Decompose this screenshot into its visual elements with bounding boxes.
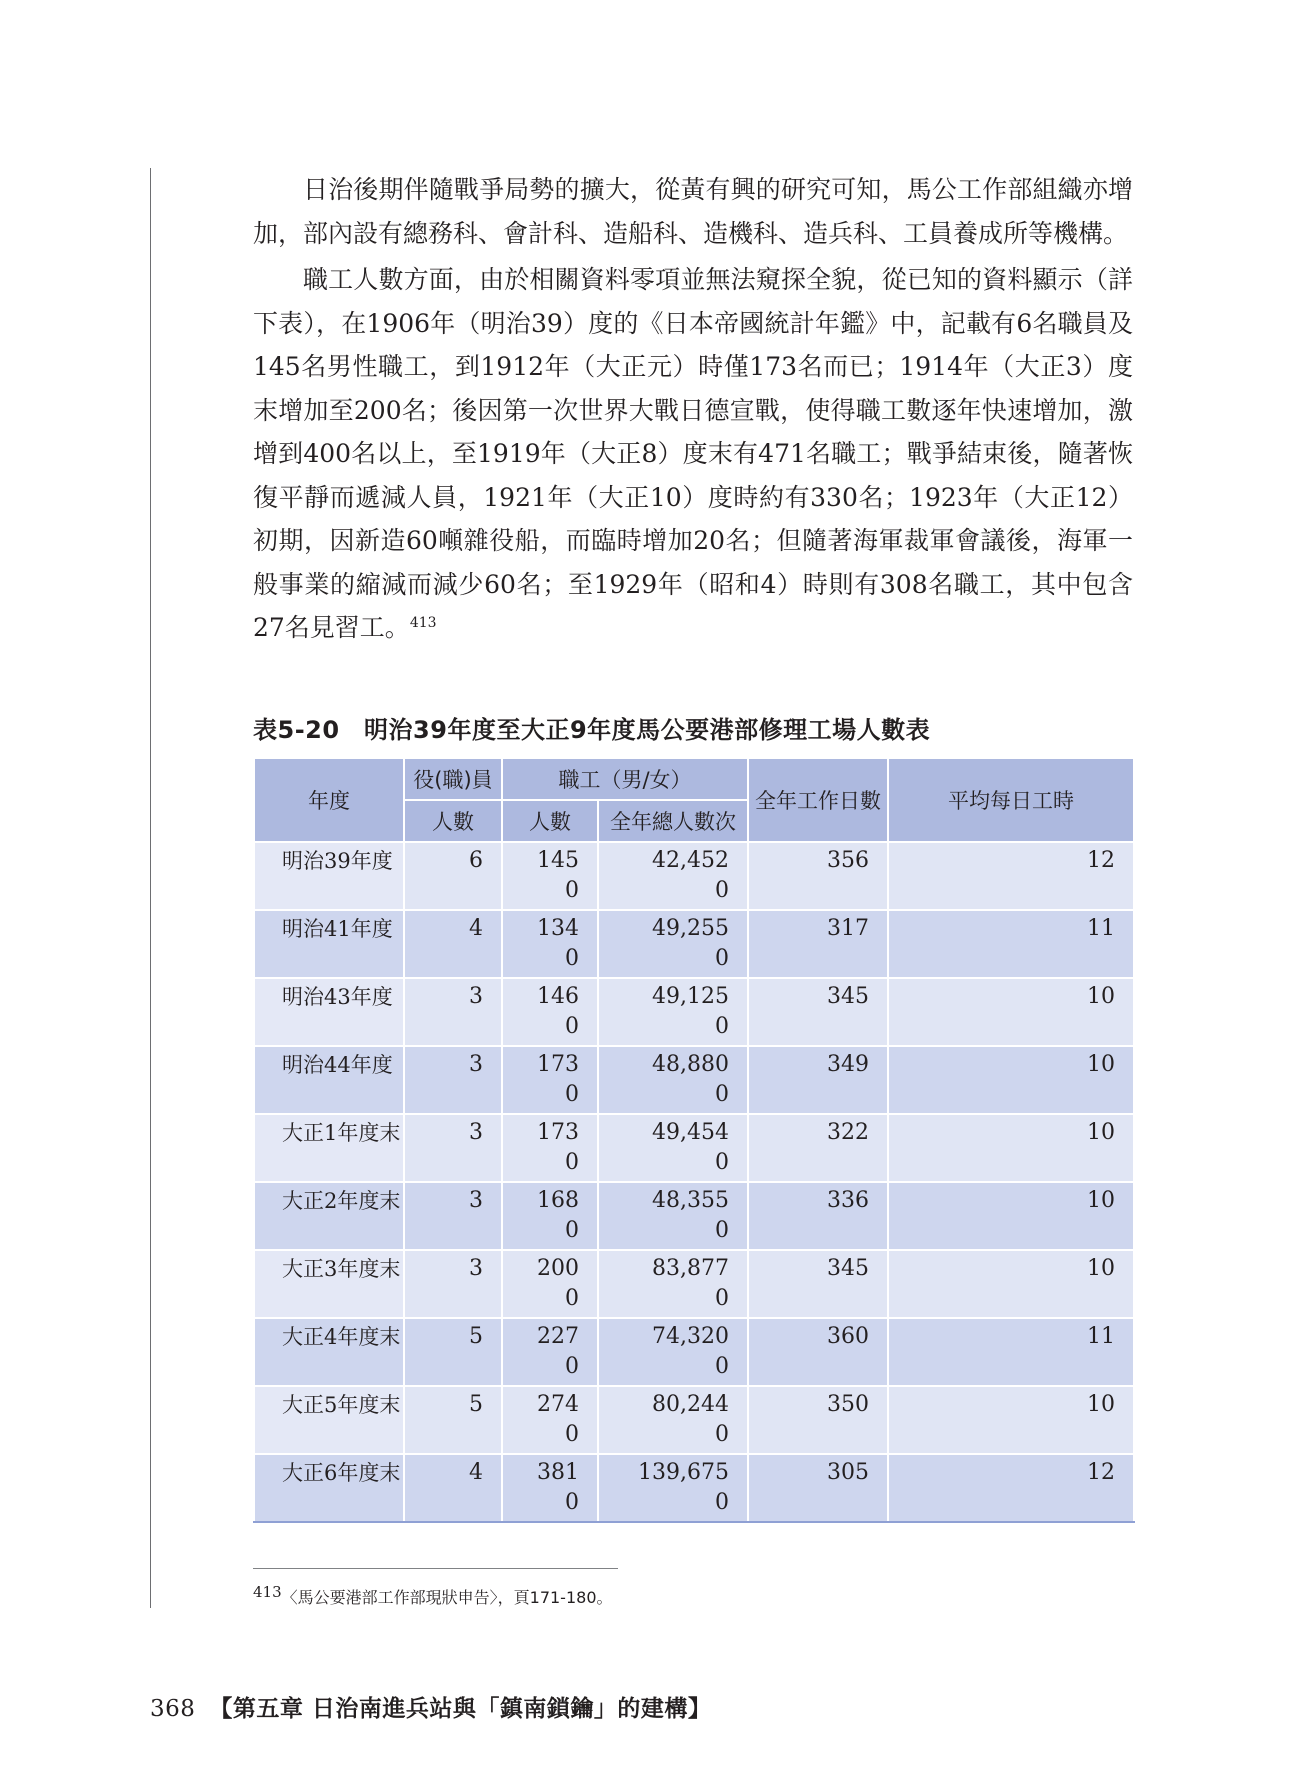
cell-year: 明治41年度 bbox=[254, 910, 404, 978]
table-caption: 表5-20 明治39年度至大正9年度馬公要港部修理工場人數表 bbox=[253, 716, 931, 744]
footnote-text: 〈馬公要港部工作部現狀申告〉，頁171-180。 bbox=[281, 1588, 613, 1607]
footnote-number: 413 bbox=[253, 1583, 282, 1601]
cell-staff: 6 bbox=[404, 842, 502, 910]
header-annual-days: 全年工作日數 bbox=[748, 758, 888, 842]
chapter-title: 【第五章 日治南進兵站與「鎮南鎖鑰」的建構】 bbox=[209, 1695, 712, 1722]
header-staff-count: 人數 bbox=[404, 800, 502, 842]
cell-hours: 10 bbox=[888, 1182, 1134, 1250]
cell-total: 48,880 0 bbox=[598, 1046, 748, 1114]
table-row bbox=[254, 842, 1134, 910]
cell-year: 明治39年度 bbox=[254, 842, 404, 910]
cell-hours: 12 bbox=[888, 842, 1134, 910]
table-row bbox=[254, 978, 1134, 1046]
cell-workers: 227 0 bbox=[502, 1318, 598, 1386]
cell-hours: 11 bbox=[888, 1318, 1134, 1386]
cell-staff: 3 bbox=[404, 978, 502, 1046]
table-row bbox=[254, 1046, 1134, 1114]
body-text bbox=[253, 168, 1133, 650]
cell-total: 42,452 0 bbox=[598, 842, 748, 910]
cell-staff: 3 bbox=[404, 1114, 502, 1182]
cell-year: 大正4年度末 bbox=[254, 1318, 404, 1386]
paragraph-2: 職工人數方面，由於相關資料零項並無法窺探全貌，從已知的資料顯示（詳下表），在1906年（明治39）度的《日本帝國統計年鑑》中，記載有6名職員及145名男性職工，到1912年（大正元）時僅173名而已；1914年（大正3）度末增加至200名；後因第一次世界大戰日德宣戰，使得職工數逐年快速增加，激增到400名以上，至1919年（大正8）度末有471名職工；戰爭結束後，隨著恢復平靜而遞減人員，1921年（大正10）度時約有330名；1923年（大正12）初期，因新造60噸雜役船，而臨時增加20名；但隨著海軍裁軍會議後，海軍一般事業的縮減而減少60名；至1929年（昭和4）時則有308名職工，其中包含27名見習工。$^{413}$ bbox=[253, 265, 1133, 642]
cell-days: 360 bbox=[748, 1318, 888, 1386]
cell-year: 大正3年度末 bbox=[254, 1250, 404, 1318]
cell-total: 48,355 0 bbox=[598, 1182, 748, 1250]
table-row bbox=[254, 1182, 1134, 1250]
cell-workers: 168 0 bbox=[502, 1182, 598, 1250]
cell-hours: 12 bbox=[888, 1454, 1134, 1522]
cell-year: 大正6年度末 bbox=[254, 1454, 404, 1522]
cell-days: 356 bbox=[748, 842, 888, 910]
cell-total: 49,454 0 bbox=[598, 1114, 748, 1182]
cell-days: 322 bbox=[748, 1114, 888, 1182]
cell-staff: 5 bbox=[404, 1318, 502, 1386]
table-row bbox=[254, 1114, 1134, 1182]
cell-hours: 10 bbox=[888, 978, 1134, 1046]
cell-days: 317 bbox=[748, 910, 888, 978]
cell-total: 49,255 0 bbox=[598, 910, 748, 978]
cell-workers: 134 0 bbox=[502, 910, 598, 978]
cell-hours: 10 bbox=[888, 1250, 1134, 1318]
table-row bbox=[254, 1318, 1134, 1386]
cell-year: 大正5年度末 bbox=[254, 1386, 404, 1454]
left-margin-rule bbox=[150, 168, 151, 1608]
footnote-reference[interactable]: 413 bbox=[409, 615, 437, 631]
table-row bbox=[254, 910, 1134, 978]
cell-days: 350 bbox=[748, 1386, 888, 1454]
footnote-divider bbox=[253, 1568, 618, 1569]
header-year: 年度 bbox=[254, 758, 404, 842]
cell-total: 74,320 0 bbox=[598, 1318, 748, 1386]
table-body bbox=[254, 842, 1134, 1522]
cell-days: 345 bbox=[748, 1250, 888, 1318]
cell-year: 明治44年度 bbox=[254, 1046, 404, 1114]
cell-total: 49,125 0 bbox=[598, 978, 748, 1046]
cell-total: 83,877 0 bbox=[598, 1250, 748, 1318]
cell-hours: 11 bbox=[888, 910, 1134, 978]
page-footer bbox=[150, 1690, 711, 1723]
header-worker-total: 全年總人數次 bbox=[598, 800, 748, 842]
cell-staff: 3 bbox=[404, 1182, 502, 1250]
cell-year: 大正2年度末 bbox=[254, 1182, 404, 1250]
staff-count-table bbox=[253, 757, 1135, 1523]
cell-year: 大正1年度末 bbox=[254, 1114, 404, 1182]
cell-hours: 10 bbox=[888, 1046, 1134, 1114]
cell-days: 336 bbox=[748, 1182, 888, 1250]
cell-staff: 5 bbox=[404, 1386, 502, 1454]
cell-staff: 4 bbox=[404, 910, 502, 978]
header-workers: 職工（男/女） bbox=[502, 758, 748, 800]
cell-days: 349 bbox=[748, 1046, 888, 1114]
cell-staff: 4 bbox=[404, 1454, 502, 1522]
cell-workers: 274 0 bbox=[502, 1386, 598, 1454]
cell-total: 80,244 0 bbox=[598, 1386, 748, 1454]
cell-staff: 3 bbox=[404, 1046, 502, 1114]
cell-workers: 145 0 bbox=[502, 842, 598, 910]
cell-year: 明治43年度 bbox=[254, 978, 404, 1046]
header-staff: 役(職)員 bbox=[404, 758, 502, 800]
footnote bbox=[253, 1585, 613, 1608]
table-row bbox=[254, 1386, 1134, 1454]
cell-workers: 173 0 bbox=[502, 1046, 598, 1114]
cell-workers: 200 0 bbox=[502, 1250, 598, 1318]
cell-total: 139,675 0 bbox=[598, 1454, 748, 1522]
cell-hours: 10 bbox=[888, 1386, 1134, 1454]
paragraph-1: 日治後期伴隨戰爭局勢的擴大，從黃有興的研究可知，馬公工作部組織亦增加，部內設有總務科、會計科、造船科、造機科、造兵科、工員養成所等機構。 bbox=[253, 175, 1133, 248]
cell-hours: 10 bbox=[888, 1114, 1134, 1182]
cell-workers: 146 0 bbox=[502, 978, 598, 1046]
cell-staff: 3 bbox=[404, 1250, 502, 1318]
header-worker-count: 人數 bbox=[502, 800, 598, 842]
cell-days: 305 bbox=[748, 1454, 888, 1522]
table-row bbox=[254, 1250, 1134, 1318]
cell-days: 345 bbox=[748, 978, 888, 1046]
cell-workers: 381 0 bbox=[502, 1454, 598, 1522]
header-avg-hours: 平均每日工時 bbox=[888, 758, 1134, 842]
table-row bbox=[254, 1454, 1134, 1522]
cell-workers: 173 0 bbox=[502, 1114, 598, 1182]
page-number: 368 bbox=[150, 1696, 196, 1722]
